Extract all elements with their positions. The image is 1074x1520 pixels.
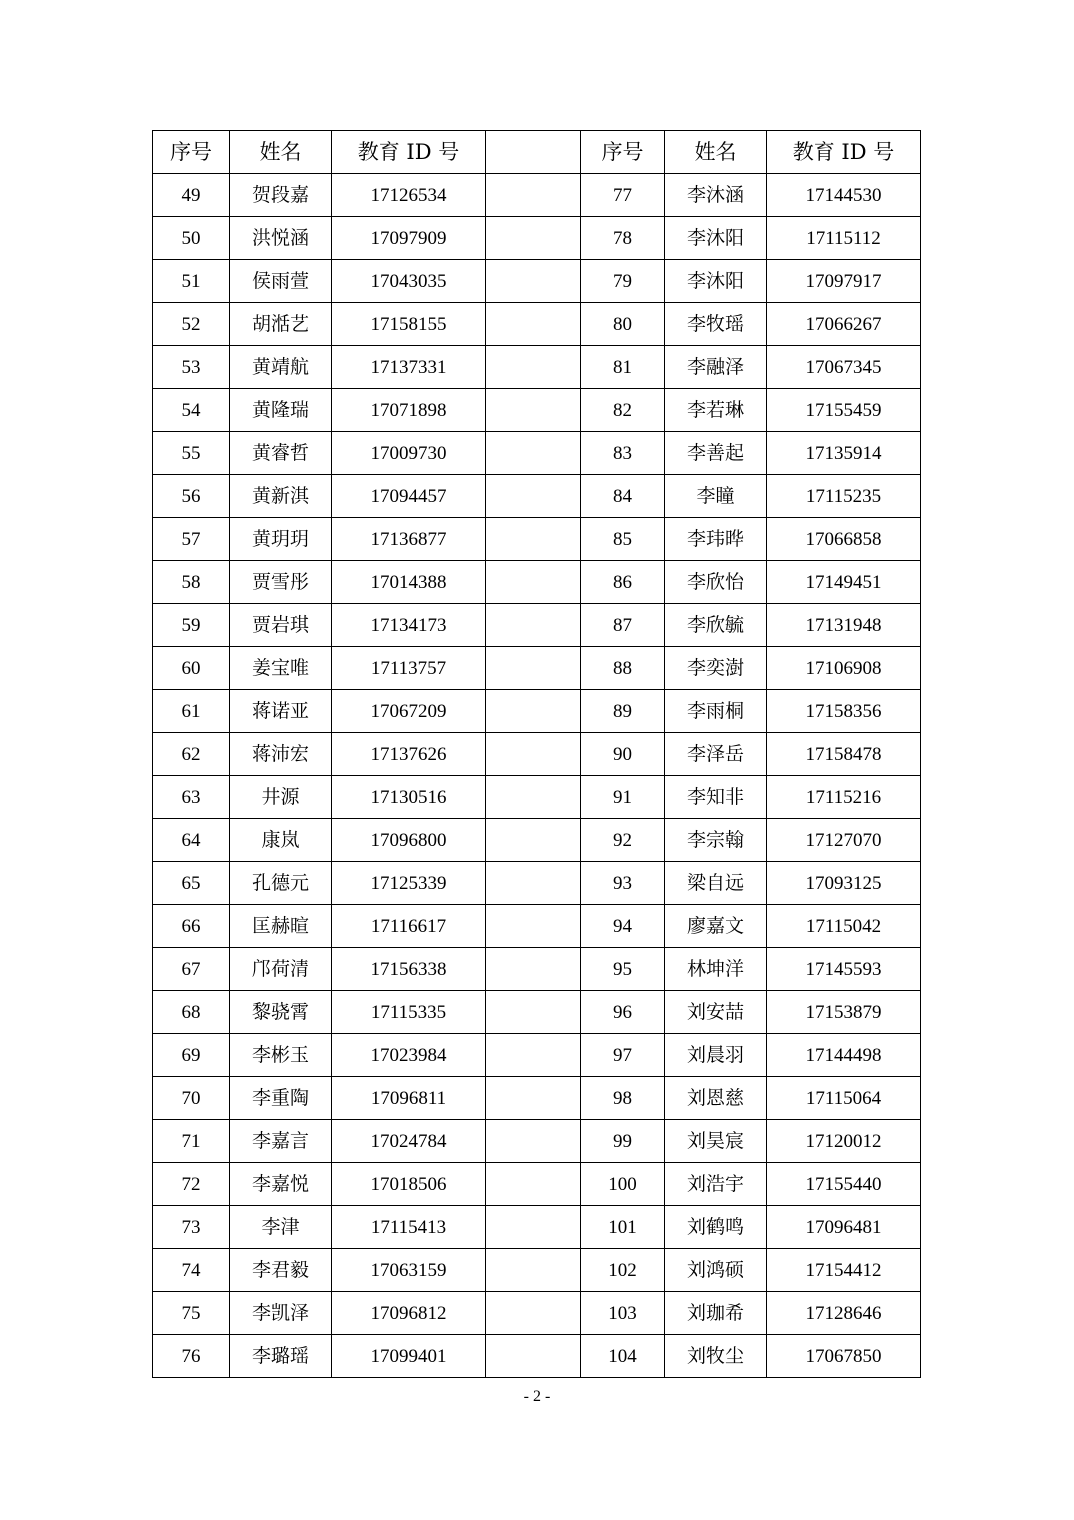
left-student-table: [152, 130, 581, 1378]
gap-cell: [486, 1163, 581, 1206]
gap-cell: [486, 1249, 581, 1292]
student-name: 李牧瑶: [665, 303, 767, 346]
student-name: 黎骁霄: [230, 991, 332, 1034]
table-row: [153, 174, 581, 217]
table-row: [153, 690, 581, 733]
student-name: 邝荷清: [230, 948, 332, 991]
education-id: 17127070: [767, 819, 921, 862]
student-name: 李璐瑶: [230, 1335, 332, 1378]
student-name: 李凯泽: [230, 1292, 332, 1335]
gap-cell: [486, 1120, 581, 1163]
table-row: [153, 346, 581, 389]
education-id: 17067850: [767, 1335, 921, 1378]
student-name: 蒋诺亚: [230, 690, 332, 733]
table-row: [153, 475, 581, 518]
student-name: 李欣毓: [665, 604, 767, 647]
education-id: 17099401: [332, 1335, 486, 1378]
education-id: 17154412: [767, 1249, 921, 1292]
row-number: 59: [153, 604, 230, 647]
row-number: 72: [153, 1163, 230, 1206]
row-number: 51: [153, 260, 230, 303]
row-number: 85: [581, 518, 665, 561]
education-id: 17116617: [332, 905, 486, 948]
table-row: [153, 776, 581, 819]
education-id: 17115335: [332, 991, 486, 1034]
student-name: 匡赫暄: [230, 905, 332, 948]
education-id: 17018506: [332, 1163, 486, 1206]
table-row: [581, 217, 921, 260]
education-id: 17156338: [332, 948, 486, 991]
gap-cell: [486, 819, 581, 862]
row-number: 55: [153, 432, 230, 475]
education-id: 17014388: [332, 561, 486, 604]
table-row: [581, 1034, 921, 1077]
student-name: 李奕澍: [665, 647, 767, 690]
right-student-table: [580, 130, 921, 1378]
table-row: [153, 1077, 581, 1120]
student-name: 李津: [230, 1206, 332, 1249]
row-number: 71: [153, 1120, 230, 1163]
row-number: 83: [581, 432, 665, 475]
gap-cell: [486, 776, 581, 819]
student-name: 黄新淇: [230, 475, 332, 518]
education-id: 17113757: [332, 647, 486, 690]
education-id: 17115413: [332, 1206, 486, 1249]
education-id: 17115042: [767, 905, 921, 948]
table-row: [153, 303, 581, 346]
row-number: 57: [153, 518, 230, 561]
education-id: 17106908: [767, 647, 921, 690]
row-number: 52: [153, 303, 230, 346]
student-name: 刘珈希: [665, 1292, 767, 1335]
student-name: 黄玥玥: [230, 518, 332, 561]
education-id: 17066858: [767, 518, 921, 561]
student-name: 刘牧尘: [665, 1335, 767, 1378]
student-name: 刘昊宸: [665, 1120, 767, 1163]
row-number: 86: [581, 561, 665, 604]
table-row: [581, 776, 921, 819]
education-id: 17130516: [332, 776, 486, 819]
header-id: 教育 ID 号: [767, 131, 921, 174]
row-number: 69: [153, 1034, 230, 1077]
row-number: 96: [581, 991, 665, 1034]
education-id: 17153879: [767, 991, 921, 1034]
header-name: 姓名: [665, 131, 767, 174]
education-id: 17155459: [767, 389, 921, 432]
gap-cell: [486, 518, 581, 561]
table-row: [581, 647, 921, 690]
gap-cell: [486, 561, 581, 604]
table-row: [153, 1163, 581, 1206]
gap-cell: [486, 131, 581, 174]
student-name: 李君毅: [230, 1249, 332, 1292]
student-name: 李嘉言: [230, 1120, 332, 1163]
education-id: 17096800: [332, 819, 486, 862]
student-name: 李融泽: [665, 346, 767, 389]
student-name: 李彬玉: [230, 1034, 332, 1077]
row-number: 102: [581, 1249, 665, 1292]
row-number: 95: [581, 948, 665, 991]
gap-cell: [486, 1206, 581, 1249]
table-row: [153, 432, 581, 475]
gap-cell: [486, 1077, 581, 1120]
right-header-row: [581, 131, 921, 174]
gap-cell: [486, 604, 581, 647]
table-row: [581, 1206, 921, 1249]
table-row: [581, 690, 921, 733]
table-row: [581, 1335, 921, 1378]
education-id: 17071898: [332, 389, 486, 432]
table-row: [581, 1077, 921, 1120]
header-no: 序号: [581, 131, 665, 174]
education-id: 17096811: [332, 1077, 486, 1120]
row-number: 61: [153, 690, 230, 733]
education-id: 17144530: [767, 174, 921, 217]
gap-cell: [486, 303, 581, 346]
row-number: 67: [153, 948, 230, 991]
row-number: 74: [153, 1249, 230, 1292]
table-row: [153, 819, 581, 862]
row-number: 49: [153, 174, 230, 217]
education-id: 17009730: [332, 432, 486, 475]
education-id: 17136877: [332, 518, 486, 561]
student-name: 李知非: [665, 776, 767, 819]
student-name: 贾雪彤: [230, 561, 332, 604]
gap-cell: [486, 475, 581, 518]
table-row: [581, 1292, 921, 1335]
row-number: 63: [153, 776, 230, 819]
table-row: [581, 862, 921, 905]
table-row: [153, 1335, 581, 1378]
row-number: 70: [153, 1077, 230, 1120]
table-row: [153, 217, 581, 260]
education-id: 17115064: [767, 1077, 921, 1120]
education-id: 17125339: [332, 862, 486, 905]
row-number: 103: [581, 1292, 665, 1335]
student-name: 李瞳: [665, 475, 767, 518]
gap-cell: [486, 905, 581, 948]
student-name: 梁自远: [665, 862, 767, 905]
gap-cell: [486, 991, 581, 1034]
row-number: 92: [581, 819, 665, 862]
gap-cell: [486, 647, 581, 690]
table-row: [153, 518, 581, 561]
row-number: 89: [581, 690, 665, 733]
student-name: 刘安喆: [665, 991, 767, 1034]
row-number: 54: [153, 389, 230, 432]
table-row: [581, 991, 921, 1034]
row-number: 58: [153, 561, 230, 604]
education-id: 17158478: [767, 733, 921, 776]
student-name: 康岚: [230, 819, 332, 862]
table-row: [581, 260, 921, 303]
student-name: 李泽岳: [665, 733, 767, 776]
table-row: [153, 1249, 581, 1292]
gap-cell: [486, 217, 581, 260]
education-id: 17149451: [767, 561, 921, 604]
gap-cell: [486, 690, 581, 733]
student-name: 李嘉悦: [230, 1163, 332, 1206]
education-id: 17158356: [767, 690, 921, 733]
student-name: 李若琳: [665, 389, 767, 432]
row-number: 75: [153, 1292, 230, 1335]
gap-cell: [486, 1034, 581, 1077]
row-number: 94: [581, 905, 665, 948]
education-id: 17115235: [767, 475, 921, 518]
row-number: 50: [153, 217, 230, 260]
education-id: 17115216: [767, 776, 921, 819]
header-name: 姓名: [230, 131, 332, 174]
table-row: [153, 1120, 581, 1163]
student-name: 李重陶: [230, 1077, 332, 1120]
student-name: 侯雨萱: [230, 260, 332, 303]
gap-cell: [486, 1292, 581, 1335]
student-name: 刘晨羽: [665, 1034, 767, 1077]
education-id: 17096481: [767, 1206, 921, 1249]
page-number: - 2 -: [523, 1388, 551, 1405]
student-name: 蒋沛宏: [230, 733, 332, 776]
student-name: 贾岩琪: [230, 604, 332, 647]
table-row: [581, 604, 921, 647]
education-id: 17063159: [332, 1249, 486, 1292]
student-name: 刘鹤鸣: [665, 1206, 767, 1249]
header-id: 教育 ID 号: [332, 131, 486, 174]
header-no: 序号: [153, 131, 230, 174]
education-id: 17144498: [767, 1034, 921, 1077]
table-row: [581, 733, 921, 776]
education-id: 17097909: [332, 217, 486, 260]
table-row: [581, 475, 921, 518]
table-row: [581, 346, 921, 389]
table-row: [581, 1120, 921, 1163]
education-id: 17067345: [767, 346, 921, 389]
table-row: [153, 948, 581, 991]
row-number: 56: [153, 475, 230, 518]
table-row: [153, 561, 581, 604]
student-name: 孔德元: [230, 862, 332, 905]
education-id: 17043035: [332, 260, 486, 303]
education-id: 17128646: [767, 1292, 921, 1335]
student-name: 刘鸿硕: [665, 1249, 767, 1292]
table-row: [581, 561, 921, 604]
education-id: 17120012: [767, 1120, 921, 1163]
table-row: [153, 1034, 581, 1077]
table-row: [581, 432, 921, 475]
student-name: 李欣怡: [665, 561, 767, 604]
gap-cell: [486, 733, 581, 776]
row-number: 101: [581, 1206, 665, 1249]
education-id: 17145593: [767, 948, 921, 991]
table-row: [581, 518, 921, 561]
gap-cell: [486, 260, 581, 303]
education-id: 17155440: [767, 1163, 921, 1206]
row-number: 62: [153, 733, 230, 776]
row-number: 84: [581, 475, 665, 518]
education-id: 17158155: [332, 303, 486, 346]
student-name: 李沐阳: [665, 217, 767, 260]
education-id: 17126534: [332, 174, 486, 217]
row-number: 98: [581, 1077, 665, 1120]
student-name: 洪悦涵: [230, 217, 332, 260]
row-number: 90: [581, 733, 665, 776]
row-number: 65: [153, 862, 230, 905]
table-row: [581, 174, 921, 217]
education-id: 17131948: [767, 604, 921, 647]
table-row: [153, 647, 581, 690]
table-row: [153, 1292, 581, 1335]
student-name: 李玮晔: [665, 518, 767, 561]
row-number: 99: [581, 1120, 665, 1163]
row-number: 76: [153, 1335, 230, 1378]
row-number: 53: [153, 346, 230, 389]
gap-cell: [486, 862, 581, 905]
education-id: 17094457: [332, 475, 486, 518]
table-row: [581, 303, 921, 346]
right-table-body: [581, 174, 921, 1378]
education-id: 17137331: [332, 346, 486, 389]
gap-cell: [486, 1335, 581, 1378]
student-name: 廖嘉文: [665, 905, 767, 948]
student-name: 李沐涵: [665, 174, 767, 217]
table-row: [581, 819, 921, 862]
row-number: 91: [581, 776, 665, 819]
education-id: 17066267: [767, 303, 921, 346]
row-number: 77: [581, 174, 665, 217]
row-number: 88: [581, 647, 665, 690]
gap-cell: [486, 346, 581, 389]
education-id: 17067209: [332, 690, 486, 733]
row-number: 80: [581, 303, 665, 346]
student-name: 林坤洋: [665, 948, 767, 991]
row-number: 68: [153, 991, 230, 1034]
table-row: [581, 905, 921, 948]
student-name: 黄睿哲: [230, 432, 332, 475]
education-id: 17115112: [767, 217, 921, 260]
student-name: 胡湉艺: [230, 303, 332, 346]
table-row: [581, 389, 921, 432]
table-row: [153, 1206, 581, 1249]
student-name: 李宗翰: [665, 819, 767, 862]
row-number: 81: [581, 346, 665, 389]
row-number: 66: [153, 905, 230, 948]
row-number: 64: [153, 819, 230, 862]
table-row: [153, 389, 581, 432]
student-name: 黄靖航: [230, 346, 332, 389]
student-name: 黄隆瑞: [230, 389, 332, 432]
row-number: 93: [581, 862, 665, 905]
row-number: 82: [581, 389, 665, 432]
row-number: 104: [581, 1335, 665, 1378]
education-id: 17135914: [767, 432, 921, 475]
student-name: 李善起: [665, 432, 767, 475]
row-number: 100: [581, 1163, 665, 1206]
student-name: 井源: [230, 776, 332, 819]
gap-cell: [486, 432, 581, 475]
student-name: 姜宝唯: [230, 647, 332, 690]
gap-cell: [486, 174, 581, 217]
row-number: 78: [581, 217, 665, 260]
table-row: [581, 948, 921, 991]
gap-cell: [486, 389, 581, 432]
student-name: 贺段嘉: [230, 174, 332, 217]
education-id: 17023984: [332, 1034, 486, 1077]
student-name: 李雨桐: [665, 690, 767, 733]
row-number: 73: [153, 1206, 230, 1249]
row-number: 87: [581, 604, 665, 647]
left-table-body: [153, 174, 581, 1378]
table-row: [153, 260, 581, 303]
education-id: 17134173: [332, 604, 486, 647]
left-header-row: [153, 131, 581, 174]
table-row: [581, 1249, 921, 1292]
education-id: 17093125: [767, 862, 921, 905]
student-name: 李沐阳: [665, 260, 767, 303]
row-number: 97: [581, 1034, 665, 1077]
education-id: 17137626: [332, 733, 486, 776]
table-row: [581, 1163, 921, 1206]
table-row: [153, 733, 581, 776]
table-row: [153, 604, 581, 647]
education-id: 17024784: [332, 1120, 486, 1163]
row-number: 79: [581, 260, 665, 303]
student-name: 刘浩宇: [665, 1163, 767, 1206]
education-id: 17096812: [332, 1292, 486, 1335]
table-row: [153, 905, 581, 948]
student-name: 刘恩慈: [665, 1077, 767, 1120]
table-row: [153, 991, 581, 1034]
table-row: [153, 862, 581, 905]
row-number: 60: [153, 647, 230, 690]
gap-cell: [486, 948, 581, 991]
education-id: 17097917: [767, 260, 921, 303]
